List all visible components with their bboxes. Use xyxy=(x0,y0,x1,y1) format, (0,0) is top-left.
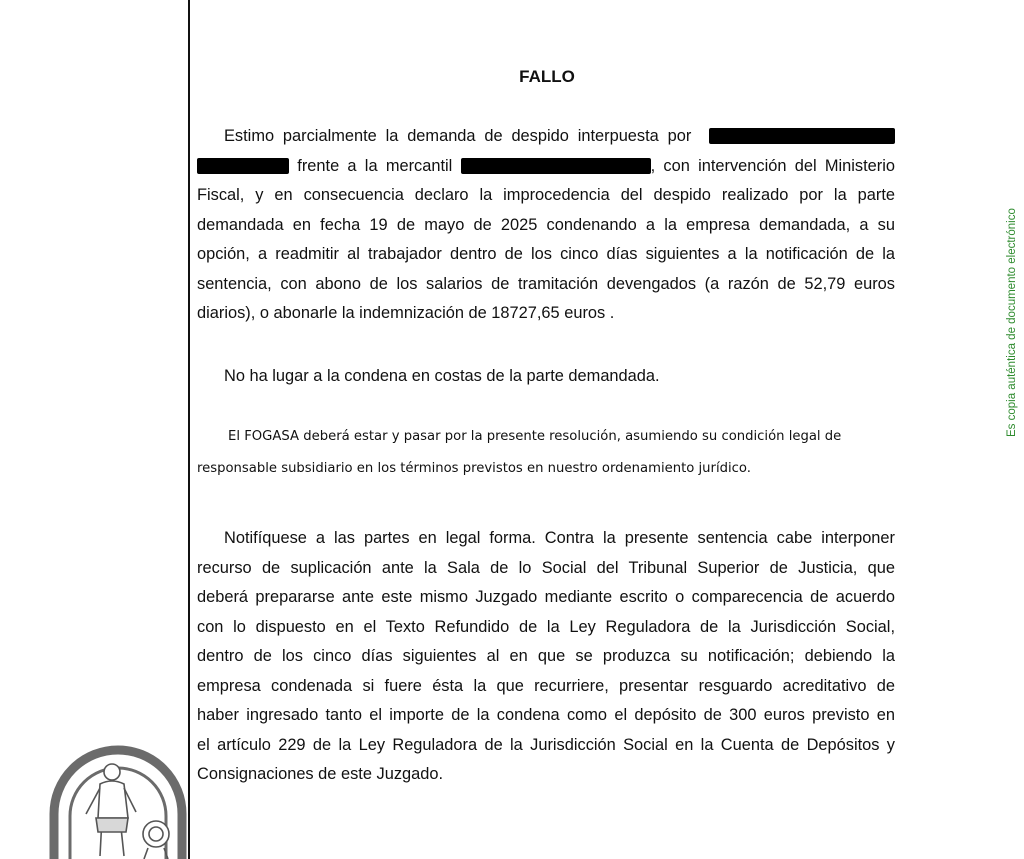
authentic-copy-note: Es copia auténtica de documento electrónico xyxy=(1006,208,1018,437)
fogasa-paragraph xyxy=(197,421,897,485)
notif-line-2: recurso de suplicación ante la Sala de lo Social del Tribunal Superior de Justicia, que xyxy=(197,558,895,577)
redacted-company xyxy=(461,158,651,174)
fallo-line-5: opción, a readmitir al trabajador dentro de los cinco días siguientes a la notificación de la xyxy=(197,245,895,263)
redacted-name-2 xyxy=(197,158,289,174)
left-margin-rule xyxy=(188,0,190,859)
section-title: FALLO xyxy=(519,67,575,86)
andalusia-coat-of-arms-icon xyxy=(48,722,188,859)
fallo-line-2-mid: frente a la mercantil xyxy=(297,156,453,175)
fallo-line-7: diarios), o abonarle la indemnización de 18727,65 euros . xyxy=(197,304,615,322)
costas-paragraph xyxy=(197,362,895,392)
fallo-paragraph xyxy=(197,122,895,329)
fogasa-line-2: responsable subsidiario en los términos previstos en nuestro ordenamiento jurídico. xyxy=(197,461,751,476)
notif-line-6: empresa condenada si fuere ésta la que recurriere, presentar resguardo acreditativo de xyxy=(197,676,895,695)
notif-line-1: Notifíquese a las partes en legal forma. Contra la presente sentencia cabe interponer xyxy=(224,529,895,547)
notif-line-8: el artículo 229 de la Ley Reguladora de la Jurisdicción Social en la Cuenta de Depósitos y xyxy=(197,735,895,754)
fallo-line-6: sentencia, con abono de los salarios de tramitación devengados (a razón de 52,79 euros xyxy=(197,274,895,293)
fallo-line-4: demandada en fecha 19 de mayo de 2025 condenando a la empresa demandada, a su xyxy=(197,215,895,234)
fallo-line-3: Fiscal, y en consecuencia declaro la improcedencia del despido realizado por la parte xyxy=(197,186,895,204)
notif-line-5: dentro de los cinco días siguientes al en que se produzca su notificación; debiendo la xyxy=(197,647,895,665)
notif-line-7: haber ingresado tanto el importe de la condena como el depósito de 300 euros previsto en xyxy=(197,706,895,724)
redacted-name-1 xyxy=(709,128,895,144)
notif-line-4: con lo dispuesto en el Texto Refundido de la Ley Reguladora de la Jurisdicción Social, xyxy=(197,617,895,636)
costas-text: No ha lugar a la condena en costas de la parte demandada. xyxy=(224,367,660,385)
fogasa-line-1: El FOGASA deberá estar y pasar por la presente resolución, asumiendo su condición legal de xyxy=(228,429,842,444)
fallo-line-1: Estimo parcialmente la demanda de despido interpuesta por xyxy=(224,127,692,145)
notif-line-9: Consignaciones de este Juzgado. xyxy=(197,765,444,783)
notif-line-3: deberá prepararse ante este mismo Juzgado mediante escrito o comparecencia de acuerdo xyxy=(197,588,895,606)
fallo-line-2-end: , con intervención del Ministerio xyxy=(650,156,895,175)
notificacion-paragraph xyxy=(197,524,895,790)
